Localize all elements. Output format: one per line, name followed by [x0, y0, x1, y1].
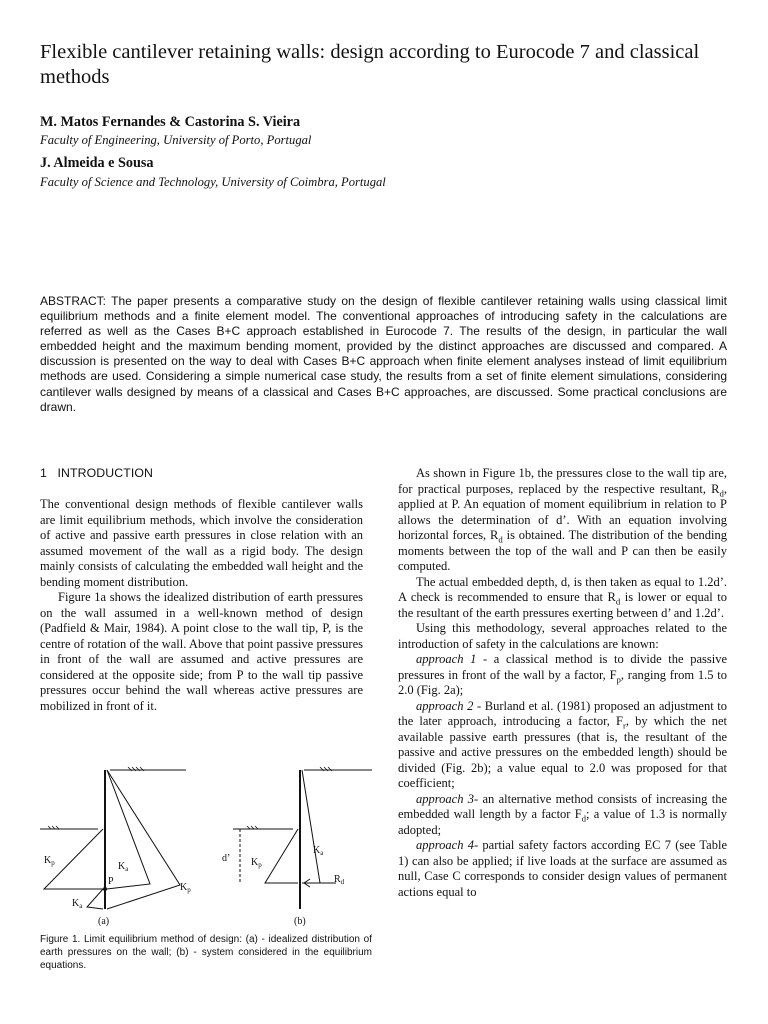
label-kp-front: $K_p$: [44, 855, 55, 867]
affiliation-2: Faculty of Science and Technology, University of Coimbra, Portugal: [40, 175, 386, 189]
paragraph: The actual embedded depth, d, is then taken as equal to 1.2d’. A check is recommended to ensure that $R_d$ is lower or equal to the resultant of the earth pressures exerting between d’ and 1.2d’.: [398, 574, 727, 620]
label-ka-front: $K_a$: [72, 898, 83, 910]
abstract-text: The paper presents a comparative study on the design of flexible cantilever retaining walls using classical limit equilibrium methods and a finite element model. The conventional approaches of introducing safety in the calculations are referred as well as the Cases B+C approach established in Eurocode 7. The results of the design, in particular the wall embedded height and the maximum bending moment, provided by the distinct approaches are discussed and compared. A discussion is presented on the way to deal with Cases B+C approach when finite element analyses instead of limit equilibrium methods are used. Considering a simple numerical case study, the results from a set of finite element simulations, considering cantilever walls designed by means of a classical and Cases B+C approaches, are discussed. Some practical conclusions are drawn.: [40, 294, 727, 414]
ka-back-triangle-b: [302, 770, 320, 883]
figure-1: [40, 757, 372, 927]
paragraph: Using this methodology, several approaches related to the introduction of safety in the calculations are known:: [398, 621, 727, 651]
label-a: (a): [98, 916, 110, 927]
label-dprime: d’: [222, 853, 231, 864]
author-line-2: J. Almeida e Sousa: [40, 155, 154, 171]
right-column: [398, 466, 727, 900]
approach-item: approach 2 - Burland et al. (1981) proposed an adjustment to the later approach, introducing a factor, $F_r$, by which the net available passive earth pressures (that is, the resultant of the passive and active pressures on the embedded length) should be divided (Fig. 2b); a value equal to 2.0 was proposed for that coefficient;: [398, 698, 728, 790]
section-heading: [40, 466, 153, 480]
figure-caption: Figure 1. Limit equilibrium method of design: (a) - idealized distribution of earth pressures on the wall; (b) - system considered in the equilibrium equations.: [40, 934, 372, 971]
approach-item: approach 3- an alternative method consists of increasing the embedded wall length by a factor $F_d$; a value of 1.3 is normally adopted;: [398, 791, 728, 837]
section-number: 1: [40, 466, 47, 480]
label-b: (b): [294, 916, 306, 927]
left-column: [40, 497, 363, 714]
label-kp-back: $K_p$: [180, 882, 191, 894]
section-title: INTRODUCTION: [57, 466, 153, 480]
label-rd: $R_d$: [334, 874, 345, 886]
paragraph: As shown in Figure 1b, the pressures close to the wall tip are, for practical purposes, replaced by the respective resultant, $R_d$, applied at P. An equation of moment equilibrium in relation to P allows the determination of d’. With an equation involving horizontal forces, $R_d$ is obtained. The distribution of the bending moments between the top of the wall and P can then be easily computed.: [398, 466, 727, 573]
ka-back-triangle: [107, 770, 150, 889]
abstract-label: ABSTRACT:: [40, 294, 107, 308]
approach-item: approach 4- partial safety factors according EC 7 (see Table 1) can also be applied; if live loads at the surface are assumed as null, Case C corresponds to consider design values of permanent actions equal to: [398, 838, 727, 899]
label-p: P: [108, 876, 114, 887]
approach-item: approach 1 - a classical method is to divide the passive pressures in front of the wall by a factor, $F_p$, ranging from 1.5 to 2.0 (Fig. 2a);: [398, 652, 727, 697]
label-ka-back: $K_a$: [118, 861, 129, 873]
author-line-1: M. Matos Fernandes & Castorina S. Vieira: [40, 114, 301, 130]
kp-front-triangle-b: [265, 829, 298, 883]
affiliation-1: Faculty of Engineering, University of Porto, Portugal: [40, 133, 312, 147]
label-ka-b: $K_a$: [313, 845, 324, 857]
ka-front-triangle: [87, 889, 103, 909]
paragraph: Figure 1a shows the idealized distribution of earth pressures on the wall assumed in a well-known method of design (Padfield & Mair, 1984). A point close to the wall tip, P, is the centre of rotation of the wall. Above that point passive pressures in front of the wall are assumed and active pressures are considered at the opposite side; from P to the wall tip passive pressures occur behind the wall whereas active pressures are mobilized in front of it.: [40, 590, 363, 713]
paragraph: The conventional design methods of flexible cantilever walls are limit equilibrium methods, which involve the consideration of active and passive earth pressures in close relation with an assumed movement of the wall as a rigid body. The design mainly consists of calculating the embedded wall height and the bending moment distribution.: [40, 497, 363, 589]
point-p: [103, 887, 107, 891]
paper-title: Flexible cantilever retaining walls: design according to Eurocode 7 and classical methods: [40, 41, 700, 88]
abstract: [40, 294, 727, 415]
label-kp-b: $K_p$: [251, 857, 262, 869]
